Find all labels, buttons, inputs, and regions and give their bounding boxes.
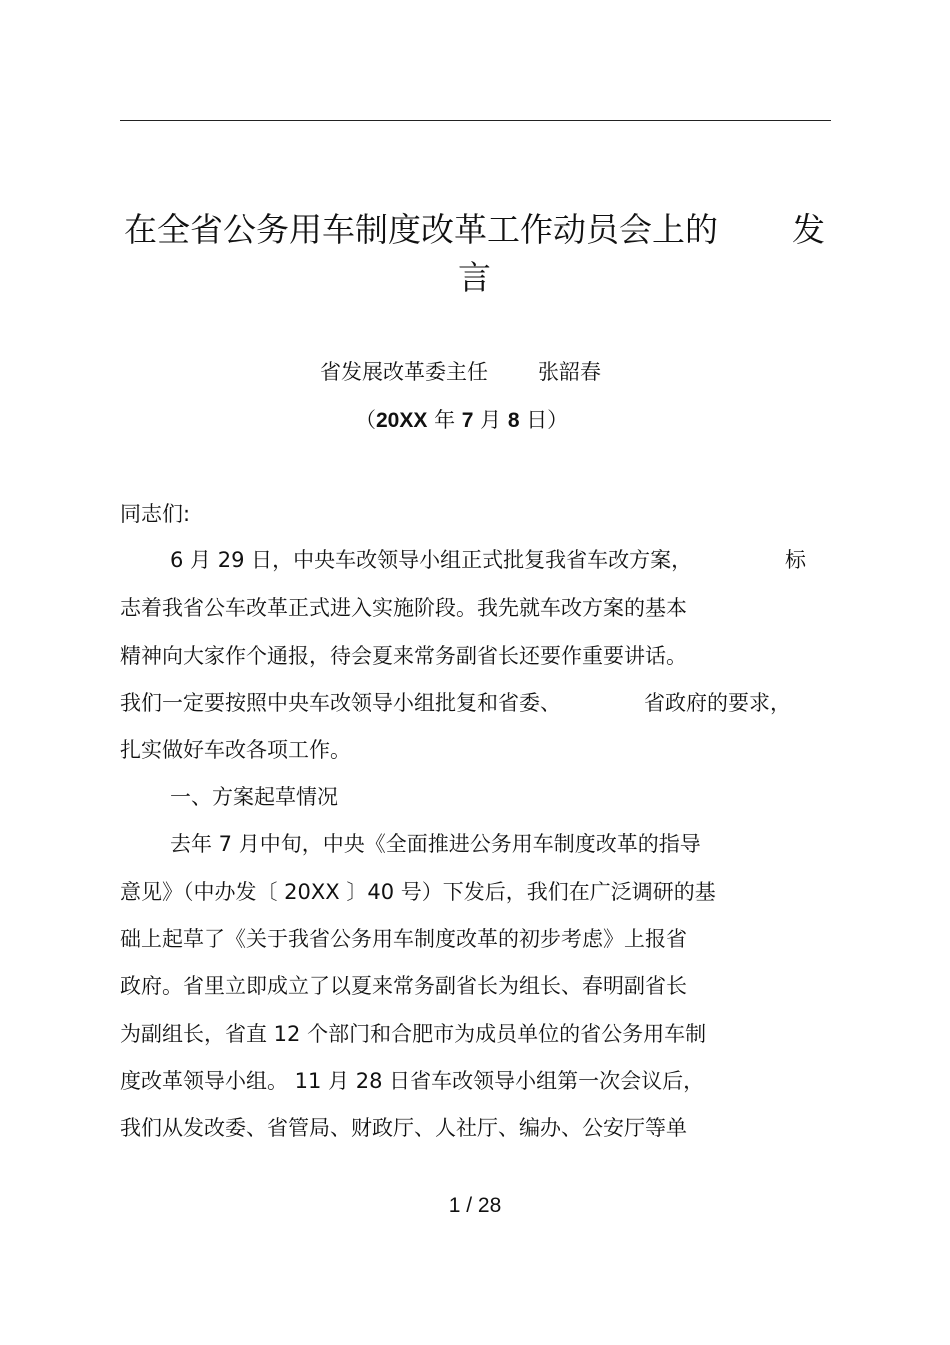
paragraph2-line5: 为副组长，省直 12 个部门和合肥市为成员单位的省公务用车制 — [120, 1022, 707, 1046]
paragraph1-line3: 精神向大家作个通报，待会夏来常务副省长还要作重要讲话。 — [120, 644, 687, 668]
speech-date — [355, 406, 568, 435]
date-month-unit: 月 — [480, 408, 502, 432]
paragraph2-line6: 度改革领导小组。 11 月 28 日省车改领导小组第一次会议后， — [120, 1069, 705, 1093]
paragraph1-line1-tail: 标 — [785, 548, 806, 572]
date-year-unit: 年 — [434, 408, 456, 432]
greeting: 同志们: — [120, 502, 191, 526]
date-year: 20XX — [376, 409, 428, 432]
section-heading-1: 一、方案起草情况 — [170, 785, 338, 809]
paragraph1-line5: 扎实做好车改各项工作。 — [120, 738, 351, 762]
paragraph2-line1: 去年 7 月中旬，中央《全面推进公务用车制度改革的指导 — [170, 832, 701, 856]
document-title-line2: 言 — [458, 258, 491, 297]
header-rule — [120, 120, 831, 121]
paragraph1-line1: 6 月 29 日，中央车改领导小组正式批复我省车改方案， — [170, 548, 693, 572]
date-day-unit: 日） — [526, 408, 569, 432]
paragraph1-line4: 我们一定要按照中央车改领导小组批复和省委、 — [120, 691, 561, 715]
date-open: （ — [355, 408, 376, 432]
page-number: 1 / 28 — [448, 1194, 502, 1217]
paragraph2-line2: 意见》（中办发〔 20XX 〕40 号）下发后，我们在广泛调研的基 — [120, 880, 716, 904]
date-day: 8 — [507, 409, 520, 432]
paragraph1-line4-tail: 省政府的要求， — [644, 691, 791, 715]
document-title-line1-tail: 发 — [792, 210, 825, 249]
paragraph2-line4: 政府。省里立即成立了以夏来常务副省长为组长、春明副省长 — [120, 974, 687, 998]
date-month: 7 — [461, 409, 474, 432]
document-title-line1: 在全省公务用车制度改革工作动员会上的 — [124, 210, 718, 249]
paragraph2-line7: 我们从发改委、省管局、财政厅、人社厅、编办、公安厅等单 — [120, 1116, 687, 1140]
paragraph2-line3: 础上起草了《关于我省公务用车制度改革的初步考虑》上报省 — [120, 927, 687, 951]
paragraph1-line2: 志着我省公车改革正式进入实施阶段。我先就车改方案的基本 — [120, 596, 687, 620]
author-name: 张韶春 — [538, 360, 601, 384]
author-organization: 省发展改革委主任 — [320, 360, 488, 384]
